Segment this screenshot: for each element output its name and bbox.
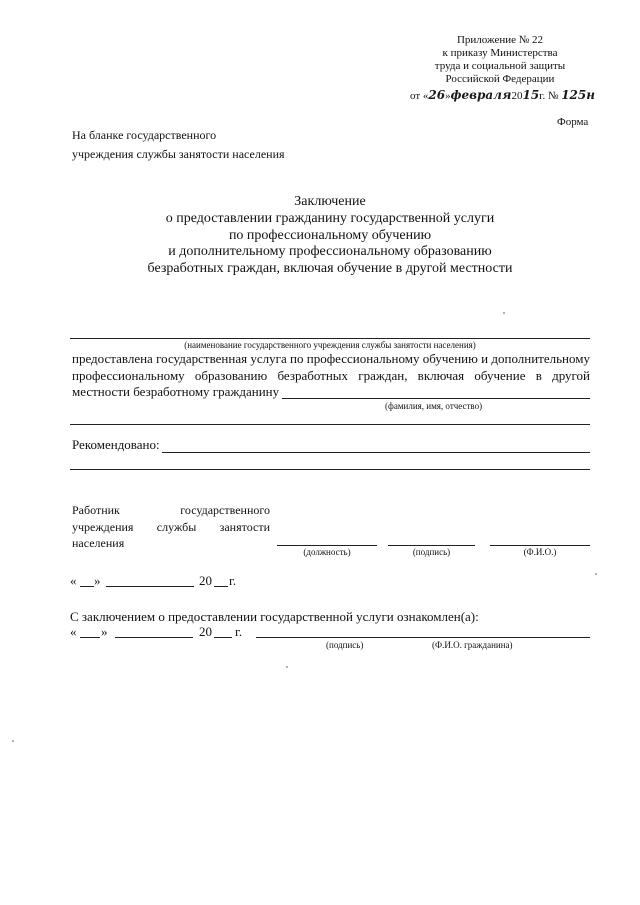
citizen-signature-line xyxy=(256,637,590,638)
acq-year-line xyxy=(214,637,232,638)
date-close-quote: » xyxy=(94,573,101,588)
fio-caption: (фамилия, имя, отчество) xyxy=(385,401,483,411)
citizen-signature-caption: (подпись) xyxy=(326,640,364,650)
worker-line-1: Работник государственного xyxy=(72,503,270,517)
order-number: 125н xyxy=(561,88,595,102)
date-year: 15 xyxy=(522,88,540,102)
signature-caption: (подпись) xyxy=(412,547,451,557)
letterhead-line-1: На бланке государственного xyxy=(72,128,217,142)
date-open-quote: « xyxy=(70,573,77,588)
date-day-line xyxy=(80,586,94,587)
service-text-line-2: профессиональному образованию безработных граждан, включая обучение в другой xyxy=(72,368,590,383)
date-month: февраля xyxy=(450,88,512,102)
date-prefix: от « xyxy=(410,90,429,102)
appendix-date-row xyxy=(410,88,595,102)
worker-line-2: учреждения службы занятости xyxy=(72,520,270,534)
date-month-line xyxy=(106,586,194,587)
date-sep: » xyxy=(445,90,451,102)
date-day: 26 xyxy=(428,88,446,102)
institution-caption: (наименование государственного учреждения службы занятости населения) xyxy=(184,340,476,350)
institution-name-line xyxy=(70,338,590,339)
title-line-2: о предоставлении гражданину государственной услуги xyxy=(165,211,495,226)
date-suffix: г. № xyxy=(539,90,559,102)
service-text-line-1: предоставлена государственная услуга по профессиональному обучению и дополнительному xyxy=(72,351,590,366)
scan-speck xyxy=(286,666,288,668)
blank-line-2 xyxy=(70,469,590,470)
date-year-prefix: 20 xyxy=(511,90,523,102)
acq-suffix: г. xyxy=(235,624,243,639)
letterhead-line-2: учреждения службы занятости населения xyxy=(72,147,285,161)
acq-close-quote: » xyxy=(101,624,108,639)
title-line-3: по профессиональному обучению xyxy=(228,228,432,243)
acquainted-text: С заключением о предоставлении государственной услуги ознакомлен(а): xyxy=(70,609,479,624)
acq-year: 20 xyxy=(199,624,212,639)
title-line-4: и дополнительному профессиональному образованию xyxy=(168,244,492,259)
worker-fio-caption: (Ф.И.О.) xyxy=(523,547,557,557)
citizen-fio-caption: (Ф.И.О. гражданина) xyxy=(432,640,513,650)
document-title: Заключение xyxy=(294,194,366,209)
appendix-line-4: Российской Федерации xyxy=(445,73,555,85)
recommended-line xyxy=(162,452,590,453)
position-caption: (должность) xyxy=(303,547,351,557)
service-text-line-3: местности безработному гражданину xyxy=(72,384,280,399)
scan-speck xyxy=(12,740,14,742)
title-line-5: безработных граждан, включая обучение в другой местности xyxy=(147,261,513,276)
appendix-line-2: к приказу Министерства xyxy=(442,47,558,59)
appendix-line-3: труда и социальной защиты xyxy=(434,60,566,72)
date-suffix: г. xyxy=(229,573,237,588)
scan-speck xyxy=(595,573,597,575)
form-label: Форма xyxy=(557,116,589,128)
date-year: 20 xyxy=(199,573,212,588)
worker-fio-line xyxy=(490,545,590,546)
worker-line-3: населения xyxy=(72,536,125,550)
date-year-line xyxy=(214,586,228,587)
acq-month-line xyxy=(115,637,193,638)
acq-open-quote: « xyxy=(70,624,77,639)
position-line xyxy=(277,545,377,546)
appendix-line-1: Приложение № 22 xyxy=(456,34,544,46)
scan-speck xyxy=(503,312,505,314)
blank-line-1 xyxy=(70,424,590,425)
signature-line xyxy=(388,545,475,546)
recommended-label: Рекомендовано: xyxy=(72,437,160,452)
citizen-name-line xyxy=(282,398,590,399)
acq-day-line xyxy=(80,637,100,638)
